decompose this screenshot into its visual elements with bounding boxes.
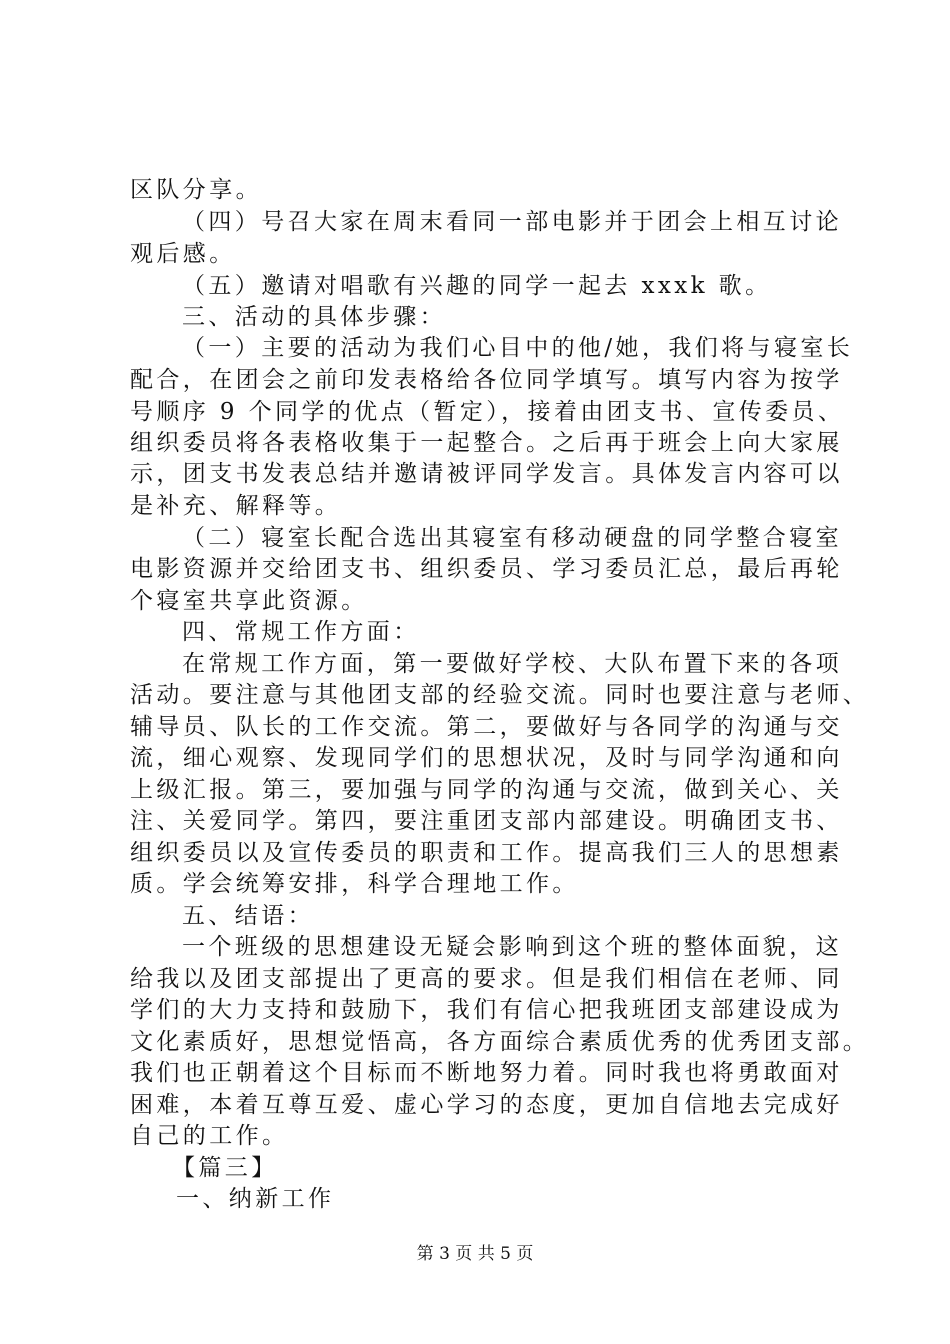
body-line-26: 给我以及团支部提出了更高的要求。但是我们相信在老师、同 — [130, 966, 843, 992]
body-line-3: 观后感。 — [130, 241, 236, 267]
body-line-10: 示，团支书发表总结并邀请被评同学发言。具体发言内容可以 — [130, 461, 843, 487]
section-heading-3: 三、活动的具体步骤： — [182, 304, 446, 330]
body-line-7: 配合，在团会之前印发表格给各位同学填写。填写内容为按学 — [130, 367, 843, 393]
section-heading-recruit: 一、纳新工作 — [176, 1186, 335, 1212]
body-line-18: 辅导员、队长的工作交流。第二，要做好与各同学的沟通与交 — [130, 714, 843, 740]
body-line-28: 文化素质好，思想觉悟高，各方面综合素质优秀的优秀团支部。 — [130, 1029, 870, 1055]
body-line-16: 在常规工作方面，第一要做好学校、大队布置下来的各项 — [182, 651, 842, 677]
body-line-12: （二）寝室长配合选出其寝室有移动硬盘的同学整合寝室 — [182, 525, 842, 551]
body-line-6: （一）主要的活动为我们心目中的他/她，我们将与寝室长 — [182, 335, 854, 361]
section-heading-5: 五、结语： — [182, 903, 314, 929]
body-line-17: 活动。要注意与其他团支部的经验交流。同时也要注意与老师、 — [130, 682, 870, 708]
body-line-30: 困难，本着互尊互爱、虚心学习的态度，更加自信地去完成好 — [130, 1092, 843, 1118]
body-line-9: 组织委员将各表格收集于一起整合。之后再于班会上向大家展 — [130, 430, 843, 456]
body-line-31: 自己的工作。 — [130, 1123, 289, 1149]
body-line-20: 上级汇报。第三，要加强与同学的沟通与交流，做到关心、关 — [130, 777, 843, 803]
body-line-22: 组织委员以及宣传委员的职责和工作。提高我们三人的思想素 — [130, 840, 843, 866]
body-line-13: 电影资源并交给团支书、组织委员、学习委员汇总，最后再轮 — [130, 556, 843, 582]
body-line-2: （四）号召大家在周末看同一部电影并于团会上相互讨论 — [182, 209, 842, 235]
body-line-8: 号顺序 9 个同学的优点（暂定），接着由团支书、宣传委员、 — [130, 399, 845, 425]
part-heading: 【篇三】 — [172, 1155, 278, 1181]
body-line-21: 注、关爱同学。第四，要注重团支部内部建设。明确团支书、 — [130, 808, 843, 834]
body-line-4: （五）邀请对唱歌有兴趣的同学一起去 xxxk 歌。 — [182, 273, 772, 299]
body-line-11: 是补充、解释等。 — [130, 493, 342, 519]
body-line-29: 我们也正朝着这个目标而不断地努力着。同时我也将勇敢面对 — [130, 1060, 843, 1086]
body-line-1: 区队分享。 — [130, 177, 262, 203]
section-heading-4: 四、常规工作方面： — [182, 619, 420, 645]
body-line-19: 流，细心观察、发现同学们的思想状况，及时与同学沟通和向 — [130, 745, 843, 771]
body-line-27: 学们的大力支持和鼓励下，我们有信心把我班团支部建设成为 — [130, 997, 843, 1023]
body-line-25: 一个班级的思想建设无疑会影响到这个班的整体面貌，这 — [182, 934, 842, 960]
page-number-footer: 第 3 页 共 5 页 — [416, 1244, 534, 1264]
body-line-14: 个寝室共享此资源。 — [130, 588, 368, 614]
body-line-23: 质。学会统筹安排，科学合理地工作。 — [130, 871, 579, 897]
